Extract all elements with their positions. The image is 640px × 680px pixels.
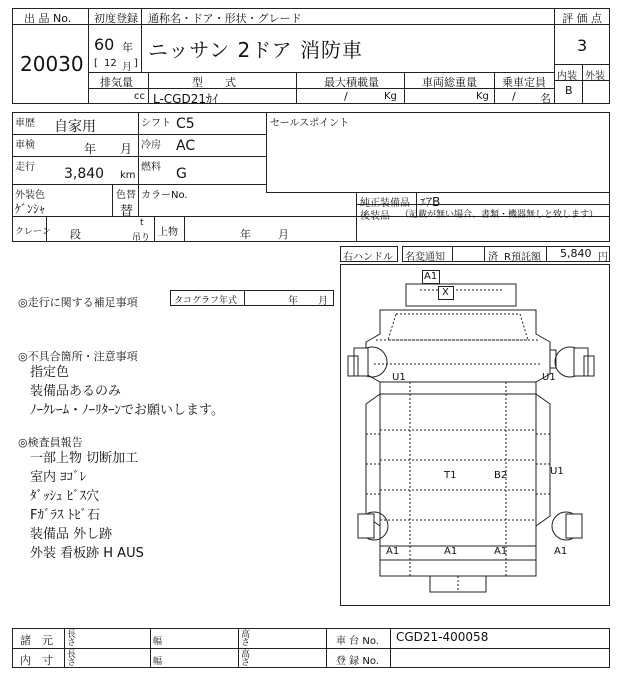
mark-t1: T1 <box>444 470 457 481</box>
defect-line: 指定色 <box>30 365 70 380</box>
aftermarket-note: （記載が無い場合、書類・機器無しと致します） <box>400 210 599 220</box>
chassis-value: CGD21-400058 <box>396 630 489 644</box>
bed-year-unit: 年 <box>240 228 251 241</box>
ac-value: AC <box>176 138 196 154</box>
inner-dims-label: 内 寸 <box>20 654 53 667</box>
model-label: 型 式 <box>192 76 236 89</box>
sales-point-label: セールスポイント <box>270 118 350 129</box>
inspection-label: 車検 <box>15 140 35 151</box>
inspector-line: 外装 看板跡 H AUS <box>30 546 144 561</box>
truck-diagram <box>340 264 610 606</box>
std-equip-label: 純正装備品 <box>360 198 410 209</box>
crane-label: クレーン <box>15 227 51 237</box>
bed-label: 上物 <box>158 227 178 238</box>
max-load-sep: / <box>344 90 348 103</box>
height-label-2: 高さ <box>241 650 251 668</box>
lot-no: 20030 <box>20 52 84 76</box>
model-code: L-CGD21ｶｲ <box>153 92 218 106</box>
inspection-year-unit: 年 <box>84 142 97 156</box>
gross-weight-label: 車両総重量 <box>422 76 477 89</box>
chassis-label: 車 台 No. <box>336 636 379 647</box>
year-unit: 年 <box>122 41 133 54</box>
inspector-line: 装備品 外し跡 <box>30 527 113 542</box>
fuel-label: 燃料 <box>141 162 161 173</box>
first-reg-month-bracket-close: ] <box>134 58 138 69</box>
vehicle-name-label: 通称名・ドア・形状・グレード <box>148 12 302 25</box>
crane-hang: 吊り <box>132 233 151 243</box>
lot-no-label: 出 品 No. <box>24 12 72 25</box>
month-unit: 月 <box>122 62 132 73</box>
mark-a1-rear-far-right: A1 <box>554 546 568 557</box>
history-label: 車歴 <box>15 118 35 129</box>
width-label-2: 幅 <box>153 657 163 667</box>
right-hand: 右ハンドル <box>343 252 393 263</box>
specs-label: 諸 元 <box>20 634 53 647</box>
displacement-label: 排気量 <box>100 76 133 89</box>
vehicle-name: ニッサン 2ドア 消防車 <box>148 38 364 62</box>
mark-u1-right: U1 <box>542 372 556 383</box>
defects-label: ◎不具合箇所・注意事項 <box>18 350 138 363</box>
exterior-color-label: 外装色 <box>15 190 45 201</box>
inspector-line: Fｶﾞﾗｽ ﾄﾋﾞ石 <box>30 508 101 523</box>
crane-dan: 段 <box>70 228 81 241</box>
color-change-label: 色替 <box>116 190 136 201</box>
length-label-2: 長さ <box>67 650 77 668</box>
name-change-sep: 済 <box>488 252 498 263</box>
mileage-label: 走行 <box>15 162 35 173</box>
yen-unit: 円 <box>598 252 608 263</box>
mark-u1-left: U1 <box>392 372 406 383</box>
capacity-sep: / <box>512 90 516 103</box>
ac-label: 冷房 <box>141 140 161 151</box>
crane-t: t <box>140 218 144 228</box>
aftermarket-label: 後装品 <box>360 211 390 222</box>
defect-line: ﾉｰｸﾚｰﾑ・ﾉｰﾘﾀｰﾝでお願いします。 <box>30 403 224 418</box>
mark-a1-rear-right: A1 <box>494 546 508 557</box>
body-outline <box>380 382 536 576</box>
fuel-value: G <box>176 166 187 182</box>
color-change-value: 替 <box>120 204 134 219</box>
height-label-1: 高さ <box>241 630 251 648</box>
std-equip-value: ｴｱB <box>420 195 441 209</box>
tacho-year-unit: 年 <box>288 296 298 307</box>
shift-label: シフト <box>141 118 171 129</box>
mark-roof-a1: A1 <box>424 271 438 282</box>
color-no-label: カラーNo. <box>141 190 188 201</box>
length-label-1: 長さ <box>67 630 77 648</box>
mark-u1-right-rear: U1 <box>550 466 564 477</box>
eval-score: 3 <box>577 36 588 55</box>
inspector-list <box>30 449 144 563</box>
first-reg-year: 60 <box>94 35 115 54</box>
mileage-unit: km <box>120 170 136 181</box>
gross-kg-unit: Kg <box>476 91 489 102</box>
inspector-line: 室内 ﾖｺﾞﾚ <box>30 470 87 485</box>
registration-label: 登 録 No. <box>336 656 379 667</box>
roof-outline <box>406 284 516 306</box>
mark-b2: B2 <box>494 470 508 481</box>
cc-unit: cc <box>134 91 145 102</box>
inspector-line: ﾀﾞｯｼｭ ﾋﾞｽ穴 <box>30 489 100 504</box>
mark-a1-rear-center: A1 <box>444 546 458 557</box>
exterior-label: 外装 <box>585 71 605 82</box>
inspector-line: 一部上物 切断加工 <box>30 451 139 466</box>
capacity-label: 乗車定員 <box>502 76 546 89</box>
driving-notes-label: ◎走行に関する補足事項 <box>18 296 138 309</box>
interior-grade: B <box>565 84 573 97</box>
width-label-1: 幅 <box>153 637 163 647</box>
first-reg-month: 12 <box>104 58 117 69</box>
mileage-value: 3,840 <box>64 166 105 182</box>
tachograph-label: タコグラフ年式 <box>174 296 238 306</box>
r-deposit-value: 5,840 <box>560 247 592 260</box>
interior-label: 内装 <box>557 71 577 82</box>
inspection-month-unit: 月 <box>120 142 133 156</box>
inspector-label: ◎検査員報告 <box>18 436 83 449</box>
shift-value: C5 <box>176 116 195 132</box>
exterior-color-value: ｹﾞﾝｼｬ <box>15 202 46 216</box>
max-load-kg-unit: Kg <box>384 91 397 102</box>
first-reg-label: 初度登録 <box>94 12 138 25</box>
max-load-label: 最大積載量 <box>324 76 379 89</box>
mark-a1-rear-left: A1 <box>386 546 400 557</box>
name-change: 名変通知 <box>405 252 445 263</box>
first-reg-month-bracket: [ <box>94 58 98 69</box>
tacho-month-unit: 月 <box>318 296 328 307</box>
history-value: 自家用 <box>54 119 96 135</box>
bed-month-unit: 月 <box>278 228 289 241</box>
mark-roof-x: X <box>442 287 449 298</box>
r-deposit-label: R預託額 <box>504 252 541 263</box>
defect-line: 装備品あるのみ <box>30 384 122 399</box>
defects-list <box>30 363 224 420</box>
capacity-unit: 名 <box>540 92 551 105</box>
eval-label: 評 価 点 <box>562 12 602 25</box>
